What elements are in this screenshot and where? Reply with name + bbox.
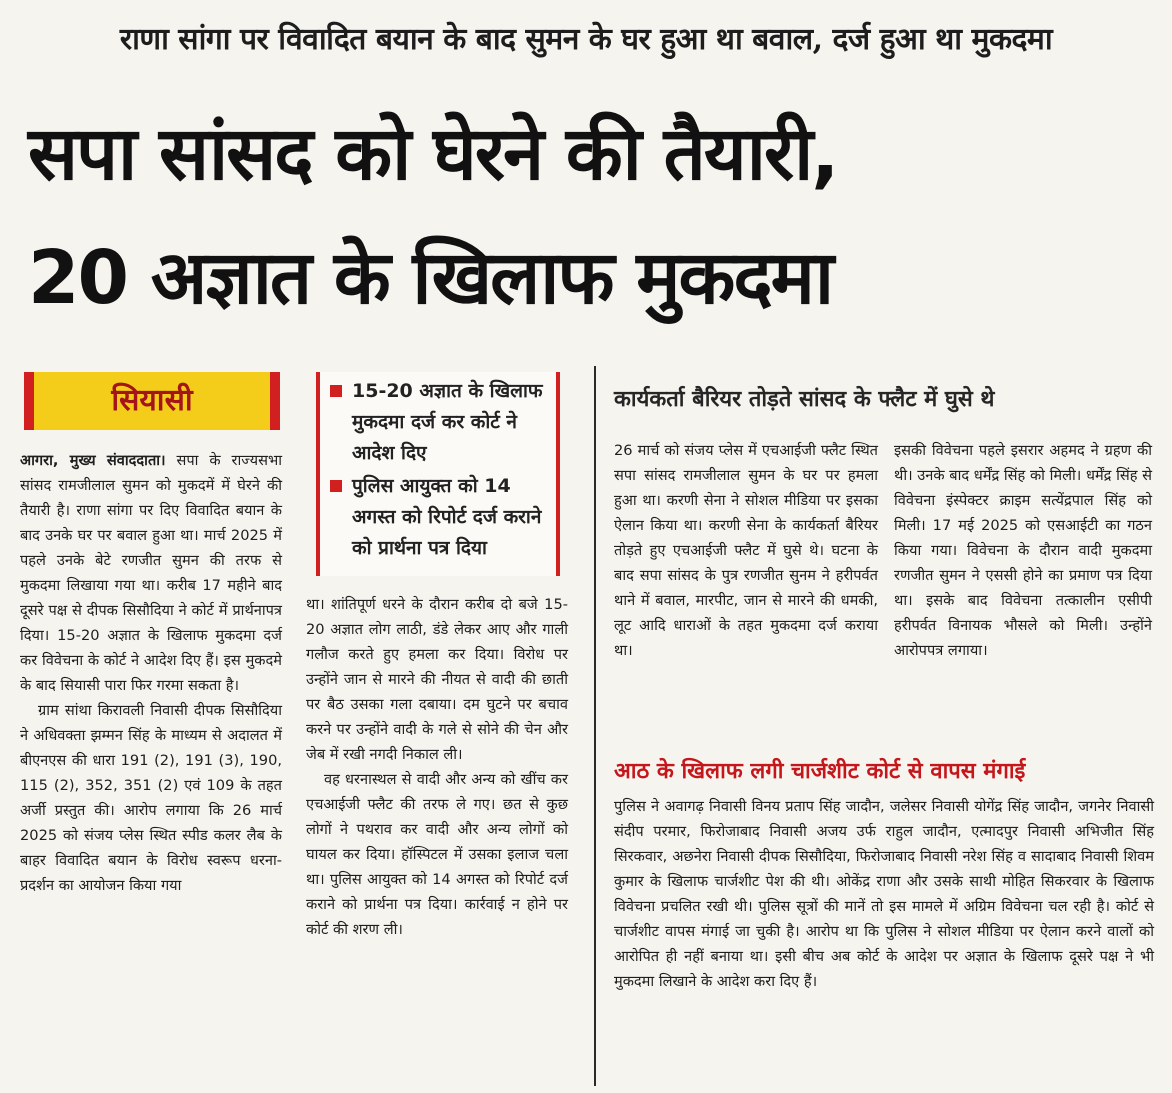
paragraph: 26 मार्च को संजय प्लेस में एचआईजी फ्लैट स्थित सपा सांसद रामजीलाल सुमन के घर पर हमला हुआ था। करणी सेना ने सोशल मीडिया पर इसका ऐलान किया था। करणी सेना के कार्यकर्ता बैरियर तोड़ते हुए एचआईजी फ्लैट में घुसे थे। घटना के बाद सपा सांसद के पुत्र रणजीत सुनम ने हरीपर्वत थाने में बवाल, मारपीट, जान से मारने की धमकी, लूट आदि धाराओं के तहत मुकदमा दर्ज कराया था। [614, 442, 878, 659]
article-column-4 [894, 438, 1152, 663]
article-column-3 [614, 438, 878, 663]
subheading-text: आठ के खिलाफ लगी चार्जशीट कोर्ट से वापस मंगाई [614, 759, 1026, 784]
paragraph: इसकी विवेचना पहले इसरार अहमद ने ग्रहण की थी। उनके बाद धर्मेंद्र सिंह को मिली। धर्मेंद्र सिंह से विवेचना इंस्पेक्टर क्राइम सत्येंद्रपाल सिंह को मिली। 17 मई 2025 को एसआईटी का गठन किया गया। विवेचना के दौरान वादी मुकदमा रणजीत सुमन ने एससी होने का प्रमाण पत्र दिया था। इसके बाद विवेचना तत्कालीन एसीपी हरीपर्वत विनायक भौसले को मिली। उन्होंने आरोपपत्र लगाया। [894, 442, 1152, 659]
dateline: आगरा, मुख्य संवाददाता। [20, 452, 166, 469]
subheading-text: कार्यकर्ता बैरियर तोड़ते सांसद के फ्लैट में घुसे थे [614, 387, 995, 412]
paragraph: वह धरनास्थल से वादी और अन्य को खींच कर एचआईजी फ्लैट की तरफ ले गए। छत से कुछ लोगों ने पथराव कर वादी और अन्य लोगों को घायल कर दिया। हॉस्पिटल में उसका इलाज चला था। पुलिस आयुक्त को 14 अगस्त को रिपोर्ट दर्ज कराने को प्रार्थना पत्र दिया। कार्रवाई न होने पर कोर्ट की शरण ली। [306, 771, 568, 938]
highlights-box [316, 372, 560, 576]
article-column-2 [306, 592, 568, 942]
paragraph: ग्राम सांथा किरावली निवासी दीपक सिसौदिया ने अधिवक्ता झम्मन सिंह के माध्यम से अदालत में बीएनएस की धारा 191 (2), 191 (3), 190, 115 (2), 352, 351 (2) एवं 109 के तहत अर्जी प्रस्तुत की। आरोप लगाया कि 26 मार्च 2025 को संजय प्लेस स्थित स्पीड कलर लैब के बाहर विवादित बयान के विरोध स्वरूप धरना-प्रदर्शन का आयोजन किया गया [20, 702, 282, 894]
section-tag-label: सियासी [111, 383, 193, 418]
subheading-2 [614, 752, 1154, 792]
highlight-text: पुलिस आयुक्त को 14 अगस्त को रिपोर्ट दर्ज कराने को प्रार्थना पत्र दिया [352, 475, 542, 559]
article-column-5 [614, 794, 1154, 994]
headline-line-1: सपा सांसद को घेरने की तैयारी, [28, 111, 838, 197]
paragraph: पुलिस ने अवागढ़ निवासी विनय प्रताप सिंह जादौन, जलेसर निवासी योगेंद्र सिंह जादौन, जगनेर निवासी संदीप परमार, फिरोजाबाद निवासी अजय उर्फ राहुल जादौन, एत्मादपुर निवासी अभिजीत सिंह सिरकवार, अछनेरा निवासी दीपक सिसौदिया, फिरोजाबाद निवासी नरेश सिंह व सादाबाद निवासी शिवम कुमार के खिलाफ चार्जशीट पेश की थी। ओकेंद्र राणा और उसके साथी मोहित सिकरवार के खिलाफ विवेचना प्रचलित रखी थी। पुलिस सूत्रों की मानें तो इस मामले में अग्रिम विवेचना चल रही है। कोर्ट से चार्जशीट वापस मंगाई जा चुकी है। आरोप था कि पुलिस ने सोशल मीडिया पर ऐलान करने वालों को आरोपित ही नहीं बनाया था। इसी बीच अब कोर्ट के आदेश पर अज्ञात के खिलाफ दूसरे पक्ष ने भी मुकदमा लिखाने के आदेश करा दिए हैं। [614, 798, 1154, 990]
bullet-square-icon [330, 480, 342, 492]
highlight-item [330, 376, 546, 469]
intro-text: सपा के राज्यसभा सांसद रामजीलाल सुमन को मुकदमें में घेरने की तैयारी है। राणा सांगा पर दिए विवादित बयान के बाद उनके घर पर बवाल हुआ था। मार्च 2025 में पहले उनके बेटे रणजीत सुमन की तरफ से मुकदमा लिखाया गया था। करीब 17 महीने बाद दूसरे पक्ष से दीपक सिसौदिया ने कोर्ट में प्रार्थनापत्र दिया। 15-20 अज्ञात के खिलाफ मुकदमा दर्ज कर विवेचना के कोर्ट ने आदेश दिए हैं। इस मुकदमे के बाद सियासी पारा फिर गरमा सकता है। [20, 452, 282, 694]
kicker-headline: राणा सांगा पर विवादित बयान के बाद सुमन के घर हुआ था बवाल, दर्ज हुआ था मुकदमा [119, 22, 1053, 57]
subheading-1 [614, 380, 1154, 420]
highlight-item [330, 471, 546, 564]
article-column-1 [20, 448, 282, 898]
headline-line-2: 20 अज्ञात के खिलाफ मुकदमा [28, 235, 833, 321]
column-divider [594, 366, 596, 1086]
paragraph-intro [20, 448, 282, 698]
highlight-text: 15-20 अज्ञात के खिलाफ मुकदमा दर्ज कर कोर्ट ने आदेश दिए [352, 380, 543, 464]
bullet-square-icon [330, 385, 342, 397]
paragraph: था। शांतिपूर्ण धरने के दौरान करीब दो बजे 15-20 अज्ञात लोग लाठी, डंडे लेकर आए और गाली गलौज करते हुए हमला कर दिया। विरोध पर उन्होंने जान से मारने की नीयत से वादी की छाती पर बैठ उसका गला दबाया। दम घुटने पर बचाव करने पर उन्होंने वादी के गले से सोने की चेन और जेब में रखी नगदी निकाल ली। [306, 596, 568, 763]
section-tag [24, 372, 280, 430]
